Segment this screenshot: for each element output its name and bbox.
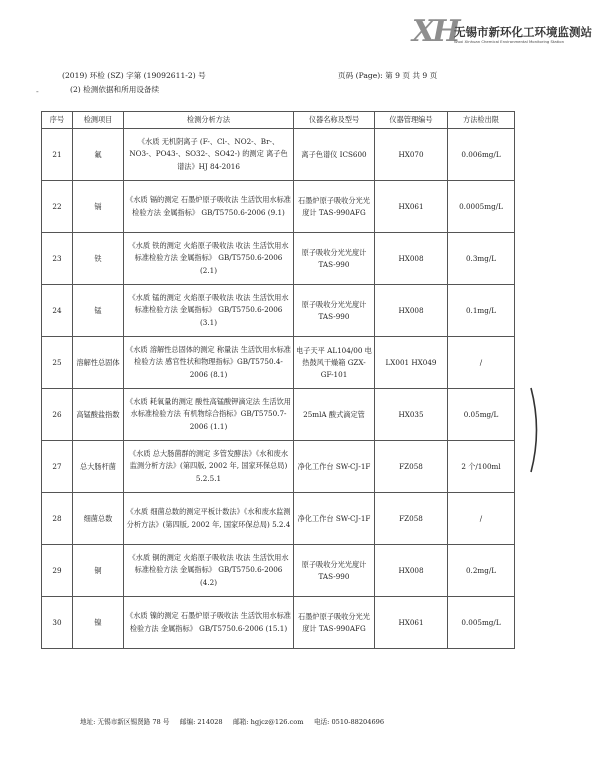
analysis-method-cell: 《水质 镉的测定 石墨炉原子吸收法 生活饮用水标准检验方法 金属指标》 GB/T5750.6-2006 (9.1) [124, 181, 294, 233]
instrument-name-cell: 石墨炉原子吸收分光光度计 TAS-990AFG [294, 597, 375, 649]
mgmt-number-cell: HX008 [375, 545, 448, 597]
col-header-method: 检测分析方法 [124, 112, 294, 129]
section-title: (2) 检测依据和所用设备续 [70, 85, 160, 94]
row-number-cell: 26 [42, 389, 73, 441]
page-info: 页码 (Page): 第 9 页 共 9 页 [338, 71, 438, 80]
col-header-instrument: 仪器名称及型号 [294, 112, 375, 129]
instrument-name-cell: 原子吸收分光光度计 TAS-990 [294, 233, 375, 285]
detection-limit-cell: 0.05mg/L [448, 389, 515, 441]
footer-phone: 电话: 0510-88204696 [313, 718, 385, 726]
logo-mark: XH [412, 14, 458, 49]
table-row [42, 233, 515, 285]
row-number-cell: 25 [42, 337, 73, 389]
table-row [42, 129, 515, 181]
table-row [42, 493, 515, 545]
row-number-cell: 27 [42, 441, 73, 493]
table-row [42, 545, 515, 597]
table-row [42, 389, 515, 441]
col-header-item: 检测项目 [73, 112, 124, 129]
test-item-cell: 溶解性总固体 [73, 337, 124, 389]
col-header-mgmt-no: 仪器管理编号 [375, 112, 448, 129]
mgmt-number-cell: HX035 [375, 389, 448, 441]
instrument-name-cell: 石墨炉原子吸收分光光度计 TAS-990AFG [294, 181, 375, 233]
table-row [42, 285, 515, 337]
mgmt-number-cell: HX008 [375, 285, 448, 337]
detection-limit-cell: 0.3mg/L [448, 233, 515, 285]
table-row [42, 181, 515, 233]
instrument-name-cell: 25mlA 酸式滴定管 [294, 389, 375, 441]
detection-limit-cell: 0.006mg/L [448, 129, 515, 181]
company-logo [412, 12, 592, 58]
binding-mark [528, 386, 544, 474]
footer [80, 716, 384, 726]
table-row [42, 441, 515, 493]
equipment-table [41, 111, 515, 649]
test-item-cell: 氟 [73, 129, 124, 181]
row-number-cell: 29 [42, 545, 73, 597]
col-header-limit: 方法检出限 [448, 112, 515, 129]
analysis-method-cell: 《水质 总大肠菌群的测定 多管发酵法》《水和废水监测分析方法》(第四版, 2002 年, 国家环保总局) 5.2.5.1 [124, 441, 294, 493]
mgmt-number-cell: LX001 HX049 [375, 337, 448, 389]
detection-limit-cell: / [448, 337, 515, 389]
detection-limit-cell: 0.0005mg/L [448, 181, 515, 233]
table-header-row [42, 112, 515, 129]
footer-address: 地址: 无锡市新区锡贤路 78 号 [80, 718, 170, 726]
row-number-cell: 24 [42, 285, 73, 337]
test-item-cell: 细菌总数 [73, 493, 124, 545]
table-row [42, 337, 515, 389]
analysis-method-cell: 《水质 无机阴离子 (F-、Cl-、NO2-、Br-、NO3-、PO43-、SO32-、SO42-) 的测定 离子色谱法》HJ 84-2016 [124, 129, 294, 181]
mgmt-number-cell: FZ058 [375, 441, 448, 493]
col-header-no: 序号 [42, 112, 73, 129]
test-item-cell: 高锰酸盐指数 [73, 389, 124, 441]
test-item-cell: 总大肠杆菌 [73, 441, 124, 493]
footer-postcode: 邮编: 214028 [179, 718, 223, 726]
analysis-method-cell: 《水质 溶解性总固体的测定 称量法 生活饮用水标准检验方法 感官性状和物理指标》GB/T5750.4-2006 (8.1) [124, 337, 294, 389]
detection-limit-cell: 2 个/100ml [448, 441, 515, 493]
test-item-cell: 铁 [73, 233, 124, 285]
table-row [42, 597, 515, 649]
row-number-cell: 28 [42, 493, 73, 545]
mgmt-number-cell: HX061 [375, 181, 448, 233]
detection-limit-cell: 0.005mg/L [448, 597, 515, 649]
row-number-cell: 23 [42, 233, 73, 285]
test-item-cell: 镉 [73, 181, 124, 233]
row-number-cell: 22 [42, 181, 73, 233]
detection-limit-cell: 0.1mg/L [448, 285, 515, 337]
instrument-name-cell: 电子天平 AL104/00 电热鼓风干燥箱 GZX-GF-101 [294, 337, 375, 389]
instrument-name-cell: 原子吸收分光光度计 TAS-990 [294, 545, 375, 597]
analysis-method-cell: 《水质 细菌总数的测定平板计数法》《水和废水监测分析方法》(第四版, 2002 年, 国家环保总局) 5.2.4 [124, 493, 294, 545]
instrument-name-cell: 离子色谱仪 ICS600 [294, 129, 375, 181]
instrument-name-cell: 净化工作台 SW-CJ-1F [294, 493, 375, 545]
margin-dash: - [36, 87, 39, 96]
row-number-cell: 21 [42, 129, 73, 181]
analysis-method-cell: 《水质 镍的测定 石墨炉原子吸收法 生活饮用水标准检验方法 金属指标》 GB/T5750.6-2006 (15.1) [124, 597, 294, 649]
detection-limit-cell: / [448, 493, 515, 545]
instrument-name-cell: 净化工作台 SW-CJ-1F [294, 441, 375, 493]
analysis-method-cell: 《水质 耗氧量的测定 酸性高锰酸钾滴定法 生活饮用水标准检验方法 有机物综合指标》GB/T5750.7-2006 (1.1) [124, 389, 294, 441]
test-item-cell: 锰 [73, 285, 124, 337]
analysis-method-cell: 《水质 铁的测定 火焰原子吸收法 收法 生活饮用水标准检验方法 金属指标》 GB/T5750.6-2006 (2.1) [124, 233, 294, 285]
analysis-method-cell: 《水质 铜的测定 火焰原子吸收法 收法 生活饮用水标准检验方法 金属指标》 GB/T5750.6-2006 (4.2) [124, 545, 294, 597]
analysis-method-cell: 《水质 锰的测定 火焰原子吸收法 收法 生活饮用水标准检验方法 金属指标》 GB/T5750.6-2006 (3.1) [124, 285, 294, 337]
company-name-cn: 无锡市新环化工环境监测站 [454, 25, 592, 39]
mgmt-number-cell: HX008 [375, 233, 448, 285]
report-reference: (2019) 环检 (SZ) 字第 (19092611-2) 号 [62, 71, 206, 80]
row-number-cell: 30 [42, 597, 73, 649]
mgmt-number-cell: HX070 [375, 129, 448, 181]
test-item-cell: 镍 [73, 597, 124, 649]
detection-limit-cell: 0.2mg/L [448, 545, 515, 597]
footer-email: 邮箱: hgjcz@126.com [233, 718, 304, 726]
mgmt-number-cell: HX061 [375, 597, 448, 649]
mgmt-number-cell: FZ058 [375, 493, 448, 545]
instrument-name-cell: 原子吸收分光光度计 TAS-990 [294, 285, 375, 337]
test-item-cell: 铜 [73, 545, 124, 597]
company-name-en: Wuxi Xinhuan Chemical Environmental Monitoring Station [454, 39, 565, 44]
